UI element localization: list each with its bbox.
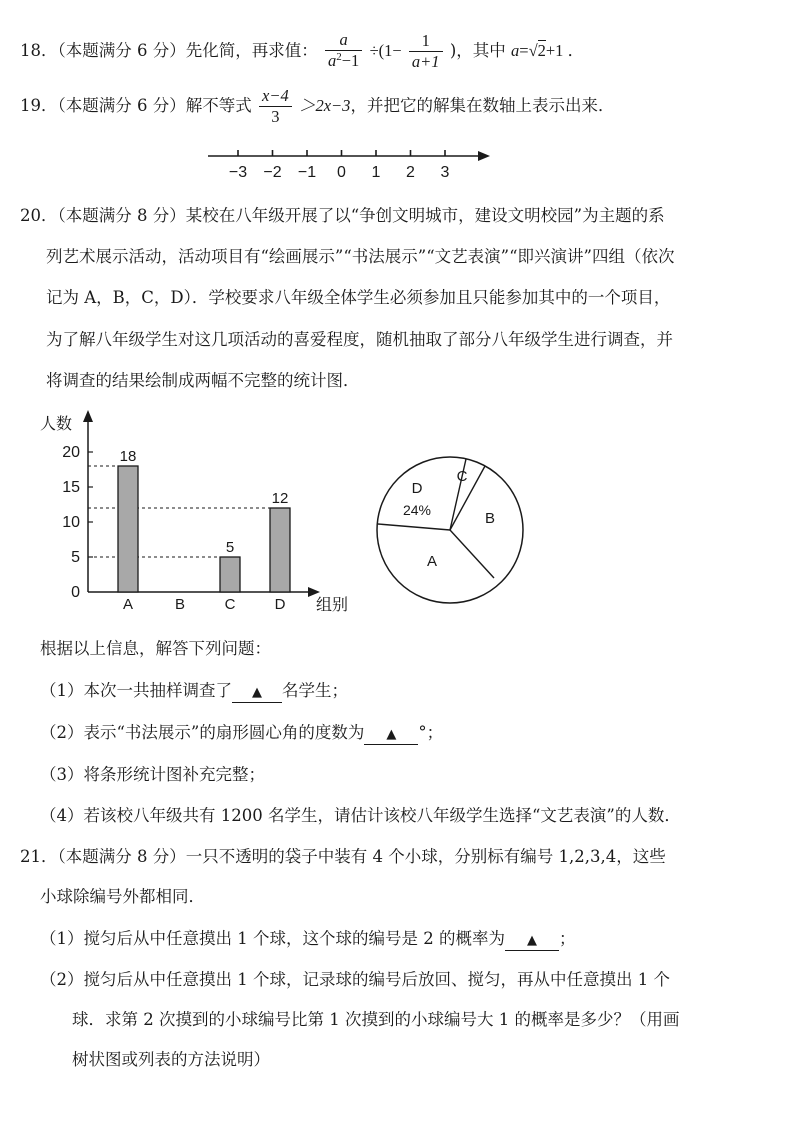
q19-tail: ，并把它的解集在数轴上表示出来． xyxy=(350,96,615,115)
pie-chart xyxy=(370,450,530,610)
q19-number: 19． xyxy=(20,96,58,115)
q21-line-1: 21．（本题满分 8 分）一只不透明的袋子中装有 4 个小球，分别标有编号 1,2,3,4，这些 xyxy=(20,847,666,866)
bar-chart-y-arrow xyxy=(83,410,93,422)
number-line-tick-label: 3 xyxy=(440,164,450,181)
pie-percent-d: 24% xyxy=(402,502,432,518)
bar-chart-category-label: C xyxy=(224,596,236,613)
q20-sub-1-blank: ▲ xyxy=(232,682,282,703)
bar-chart-bar xyxy=(270,508,290,592)
q20-number: 20． xyxy=(20,206,58,225)
q20-line-2: 列艺术展示活动，活动项目有“绘画展示”“书法展示”“文艺表演”“即兴演讲”四组（依次 xyxy=(46,247,675,266)
pie-label-d: D xyxy=(411,480,423,497)
number-line-tick-label: −3 xyxy=(228,164,248,181)
bar-chart-guides xyxy=(88,466,270,557)
q20-sub-1: （1）本次一共抽样调查了 ▲ 名学生； xyxy=(40,677,348,703)
bar-chart-bars xyxy=(118,448,290,592)
q20-intro: 根据以上信息，解答下列问题： xyxy=(40,639,271,658)
bar-chart-data-label: 18 xyxy=(119,448,137,465)
number-line xyxy=(200,140,500,186)
q21-sub-2-line-2: 球．求第 2 次摸到的小球编号比第 1 次摸到的小球编号大 1 的概率是多少？（用画 xyxy=(72,1010,680,1029)
q21-number: 21． xyxy=(20,847,58,866)
q19-fraction: $\frac{x-4}{3}$ xyxy=(259,86,292,127)
number-line-ticks xyxy=(229,150,450,181)
q20-sub-2: （2）表示“书法展示”的扇形圆心角的度数为 ▲ °； xyxy=(40,719,443,745)
bar-chart xyxy=(30,405,370,620)
q21-sub-2-line-3: 树状图或列表的方法说明） xyxy=(72,1050,270,1069)
bar-chart-ytick-label: 15 xyxy=(62,479,80,496)
q18-tail: ，其中 xyxy=(456,41,506,60)
q21-sub-1: （1）搅匀后从中任意摸出 1 个球，这个球的编号是 2 的概率为 ▲ ； xyxy=(40,925,575,951)
bar-chart-ylabel: 人数 xyxy=(40,416,73,433)
q21-sub-2-line-1: （2）搅匀后从中任意摸出 1 个球，记录球的编号后放回、搅匀，再从中任意摸出 1 个 xyxy=(40,970,670,989)
q18-text: （本题满分 6 分）先化简，再求值： xyxy=(57,41,318,60)
q19 xyxy=(20,86,614,127)
bar-chart-bar xyxy=(118,466,138,592)
bar-chart-category-label: D xyxy=(274,596,286,613)
q20-line-5: 将调查的结果绘制成两幅不完整的统计图． xyxy=(46,371,360,390)
bar-chart-ytick-label: 10 xyxy=(62,514,80,531)
bar-chart-ytick-label: 5 xyxy=(71,549,80,566)
number-line-tick-label: 1 xyxy=(371,164,381,181)
q20-sub-4: （4）若该校八年级共有 1200 名学生，请估计该校八年级学生选择“文艺表演”的人数． xyxy=(40,806,681,825)
q21-sub-1-blank: ▲ xyxy=(505,930,559,951)
number-line-tick-label: −1 xyxy=(297,164,317,181)
q21-line-2: 小球除编号外都相同． xyxy=(40,887,205,906)
bar-chart-bar xyxy=(220,557,240,592)
bar-chart-ytick-label: 0 xyxy=(71,584,80,601)
bar-chart-category-label: B xyxy=(174,596,186,613)
q19-text: （本题满分 6 分）解不等式 xyxy=(57,96,252,115)
pie-label-b: B xyxy=(484,510,496,527)
bar-chart-ytick-label: 20 xyxy=(62,444,80,461)
pie-label-a: A xyxy=(426,553,438,570)
q20-sub-2-blank: ▲ xyxy=(364,724,418,745)
number-line-arrow xyxy=(478,151,490,161)
q18-value: a=√2+1 xyxy=(511,41,564,60)
bar-chart-data-label: 12 xyxy=(271,490,289,507)
q19-relation: ＞2x−3 xyxy=(298,96,351,115)
pie-label-c: C xyxy=(456,468,468,485)
q18: 18．（本题满分 6 分）先化简，再求值： $\frac{a}{a^2-1}$ ÷(1− $\frac{1}{a+1}$ )，其中 a=√2+1 ． xyxy=(20,30,585,71)
number-line-tick-label: 0 xyxy=(337,164,346,181)
q20-line-1: 20．（本题满分 8 分）某校在八年级开展了以“争创文明城市，建设文明校园”为主题的系 xyxy=(20,206,665,225)
bar-chart-categories xyxy=(123,596,286,613)
q18-fraction-2: $\frac{1}{a+1}$ xyxy=(409,31,443,72)
number-line-tick-label: 2 xyxy=(406,164,415,181)
bar-chart-category-label: A xyxy=(122,596,134,613)
q20-sub-3: （3）将条形统计图补充完整； xyxy=(40,765,265,784)
bar-chart-xlabel: 组别 xyxy=(316,597,349,614)
bar-chart-x-arrow xyxy=(308,587,320,597)
q20-line-4: 为了解八年级学生对这几项活动的喜爱程度，随机抽取了部分八年级学生进行调查，并 xyxy=(46,330,673,349)
q20-line-3: 记为 A，B，C，D）．学校要求八年级全体学生必须参加且只能参加其中的一个项目， xyxy=(46,288,671,307)
q18-fraction-1: $\frac{a}{a^2-1}$ xyxy=(325,30,362,73)
q18-number: 18． xyxy=(20,41,58,60)
number-line-tick-label: −2 xyxy=(263,164,282,181)
q18-close: ) xyxy=(449,41,457,60)
bar-chart-data-label: 5 xyxy=(225,539,235,556)
q18-operator: ÷(1− xyxy=(369,41,402,60)
